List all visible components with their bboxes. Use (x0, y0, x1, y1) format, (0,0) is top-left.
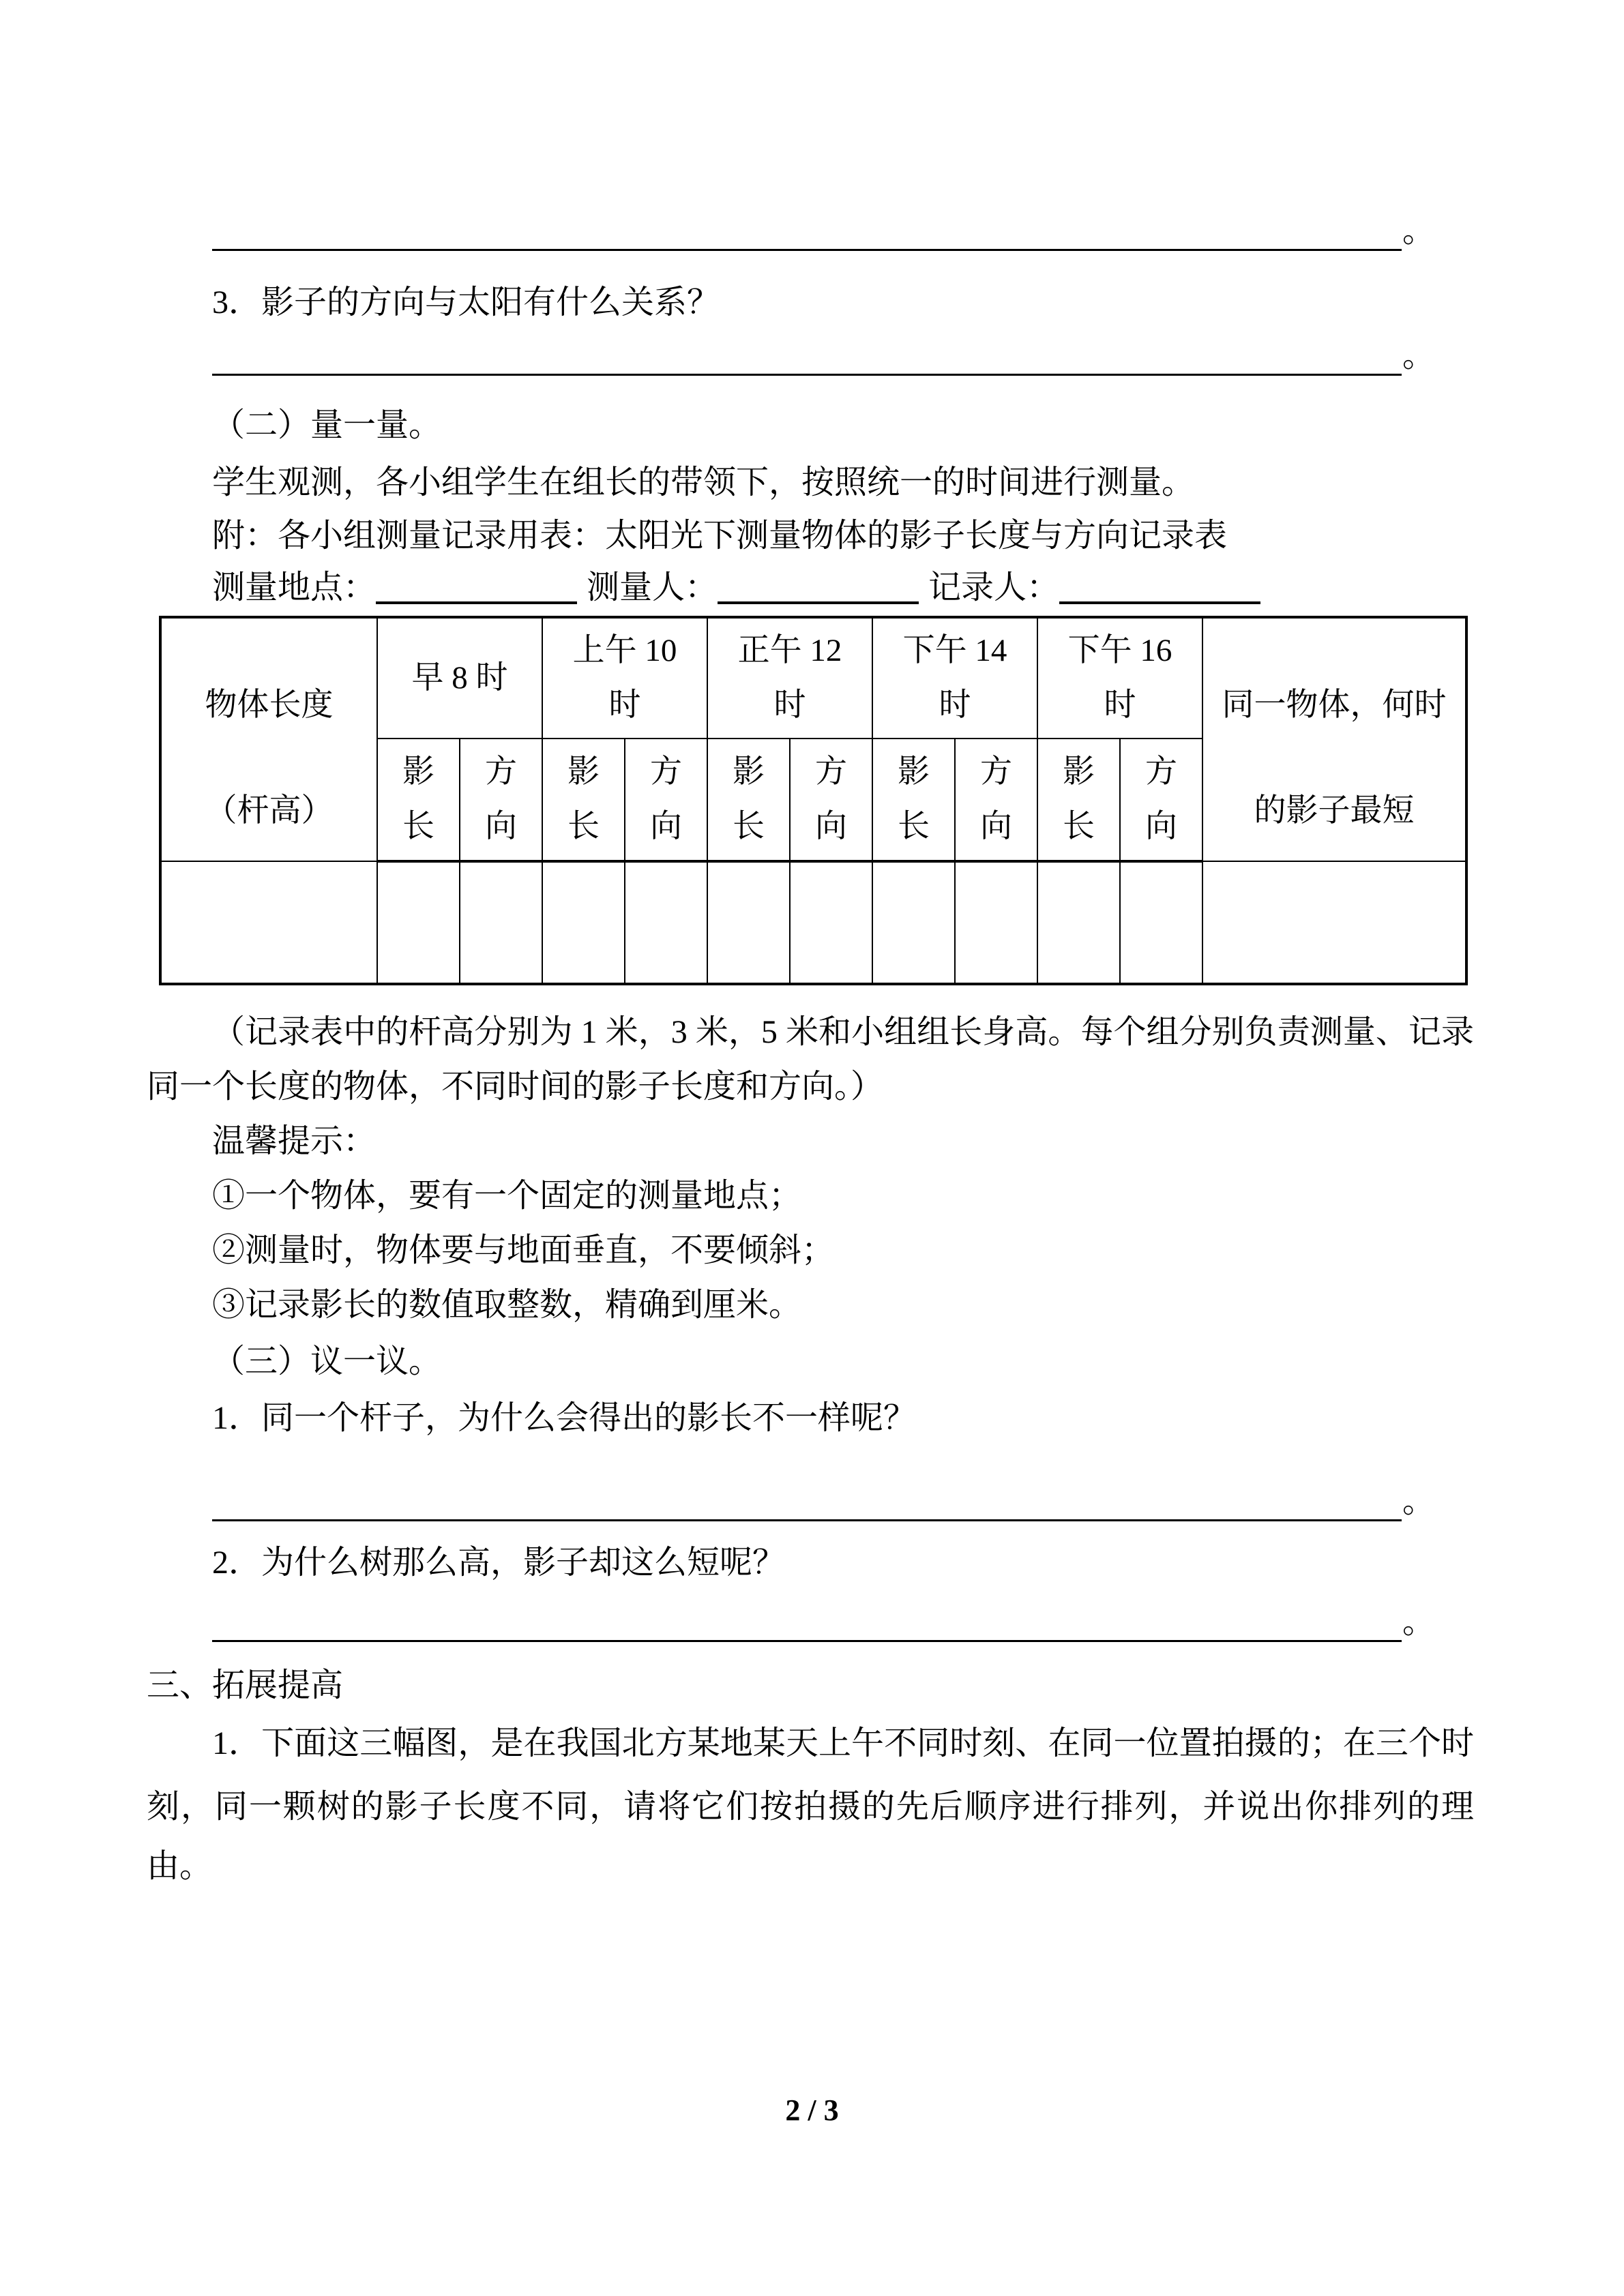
measurer-blank[interactable] (718, 571, 919, 604)
table-header-time-14pm: 下午 14 时 (872, 617, 1037, 739)
answer-line[interactable] (212, 1519, 1402, 1521)
period-mark: 。 (1402, 338, 1436, 374)
table-subheader-direction: 方向 (955, 739, 1037, 861)
page-number: 2 / 3 (785, 2093, 839, 2127)
extension-line-2: 刻，同一颗树的影子长度不同，请将它们按拍摄的先后顺序进行排列，并说出你排列的理 (147, 1789, 1474, 1825)
table-data-cell[interactable] (160, 861, 377, 984)
table-subheader-direction: 方向 (1120, 739, 1202, 861)
note-line-1: （记录表中的杆高分别为 1 米，3 米，5 米和小组组长身高。每个组分别负责测量、记录 (212, 1014, 1474, 1050)
period-mark: 。 (1402, 1483, 1436, 1519)
table-subheader-direction: 方向 (625, 739, 707, 861)
table-data-cell[interactable] (790, 861, 872, 984)
table-data-cell[interactable] (460, 861, 542, 984)
answer-line[interactable] (212, 374, 1402, 376)
site-blank[interactable] (376, 571, 577, 604)
table-subheader-shadow-length: 影长 (872, 739, 955, 861)
tip-3: ③记录影长的数值取整数，精确到厘米。 (212, 1287, 802, 1323)
tip-1: ①一个物体，要有一个固定的测量地点； (212, 1178, 802, 1214)
discuss-question-2: 2．为什么树那么高，影子却这么短呢？ (212, 1545, 786, 1581)
table-header-time-10am: 上午 10 时 (542, 617, 707, 739)
section-2-title: （二）量一量。 (212, 407, 442, 443)
table-data-cell[interactable] (377, 861, 460, 984)
site-label: 测量地点： (212, 569, 377, 606)
measurer-label: 测量人： (587, 569, 718, 606)
table-data-cell[interactable] (707, 861, 790, 984)
table-data-cell[interactable] (872, 861, 955, 984)
tips-title: 温馨提示： (212, 1123, 377, 1159)
recorder-blank[interactable] (1059, 571, 1260, 604)
record-form-line (212, 571, 1260, 604)
answer-line[interactable] (212, 249, 1402, 251)
table-data-cell[interactable] (1120, 861, 1202, 984)
table-data-cell[interactable] (1037, 861, 1120, 984)
section-extension-title: 三、拓展提高 (147, 1667, 344, 1703)
discuss-question-1: 1．同一个杆子，为什么会得出的影长不一样呢？ (212, 1400, 917, 1436)
attach-paragraph: 附：各小组测量记录用表：太阳光下测量物体的影子长度与方向记录表 (212, 518, 1228, 554)
record-table (159, 616, 1468, 985)
table-data-cell[interactable] (542, 861, 625, 984)
extension-line-3: 由。 (147, 1848, 213, 1884)
extension-line-1: 1．下面这三幅图，是在我国北方某地某天上午不同时刻、在同一位置拍摄的；在三个时 (212, 1725, 1474, 1761)
table-subheader-direction: 方向 (790, 739, 872, 861)
table-subheader-shadow-length: 影长 (377, 739, 460, 861)
note-line-2: 同一个长度的物体，不同时间的影子长度和方向。） (147, 1069, 884, 1105)
observe-paragraph: 学生观测，各小组学生在组长的带领下，按照统一的时间进行测量。 (212, 464, 1195, 501)
table-data-cell[interactable] (1202, 861, 1466, 984)
period-mark: 。 (1402, 213, 1436, 249)
table-header-time-16pm: 下午 16 时 (1037, 617, 1202, 739)
table-header-time-12pm: 正午 12 时 (707, 617, 872, 739)
table-header-object-length: 物体长度 （杆高） (160, 617, 377, 861)
section-3-title: （三）议一议。 (212, 1343, 442, 1380)
tip-2: ②测量时，物体要与地面垂直，不要倾斜； (212, 1232, 835, 1268)
table-subheader-direction: 方向 (460, 739, 542, 861)
question-3: 3．影子的方向与太阳有什么关系？ (212, 284, 720, 320)
table-subheader-shadow-length: 影长 (1037, 739, 1120, 861)
answer-line[interactable] (212, 1640, 1402, 1642)
period-mark: 。 (1402, 1604, 1436, 1640)
table-subheader-shadow-length: 影长 (707, 739, 790, 861)
table-header-time-8am: 早 8 时 (377, 617, 542, 739)
recorder-label: 记录人： (928, 569, 1060, 606)
table-subheader-shadow-length: 影长 (542, 739, 625, 861)
table-header-shortest-shadow: 同一物体，何时 的影子最短 (1202, 617, 1466, 861)
table-data-cell[interactable] (955, 861, 1037, 984)
table-data-cell[interactable] (625, 861, 707, 984)
